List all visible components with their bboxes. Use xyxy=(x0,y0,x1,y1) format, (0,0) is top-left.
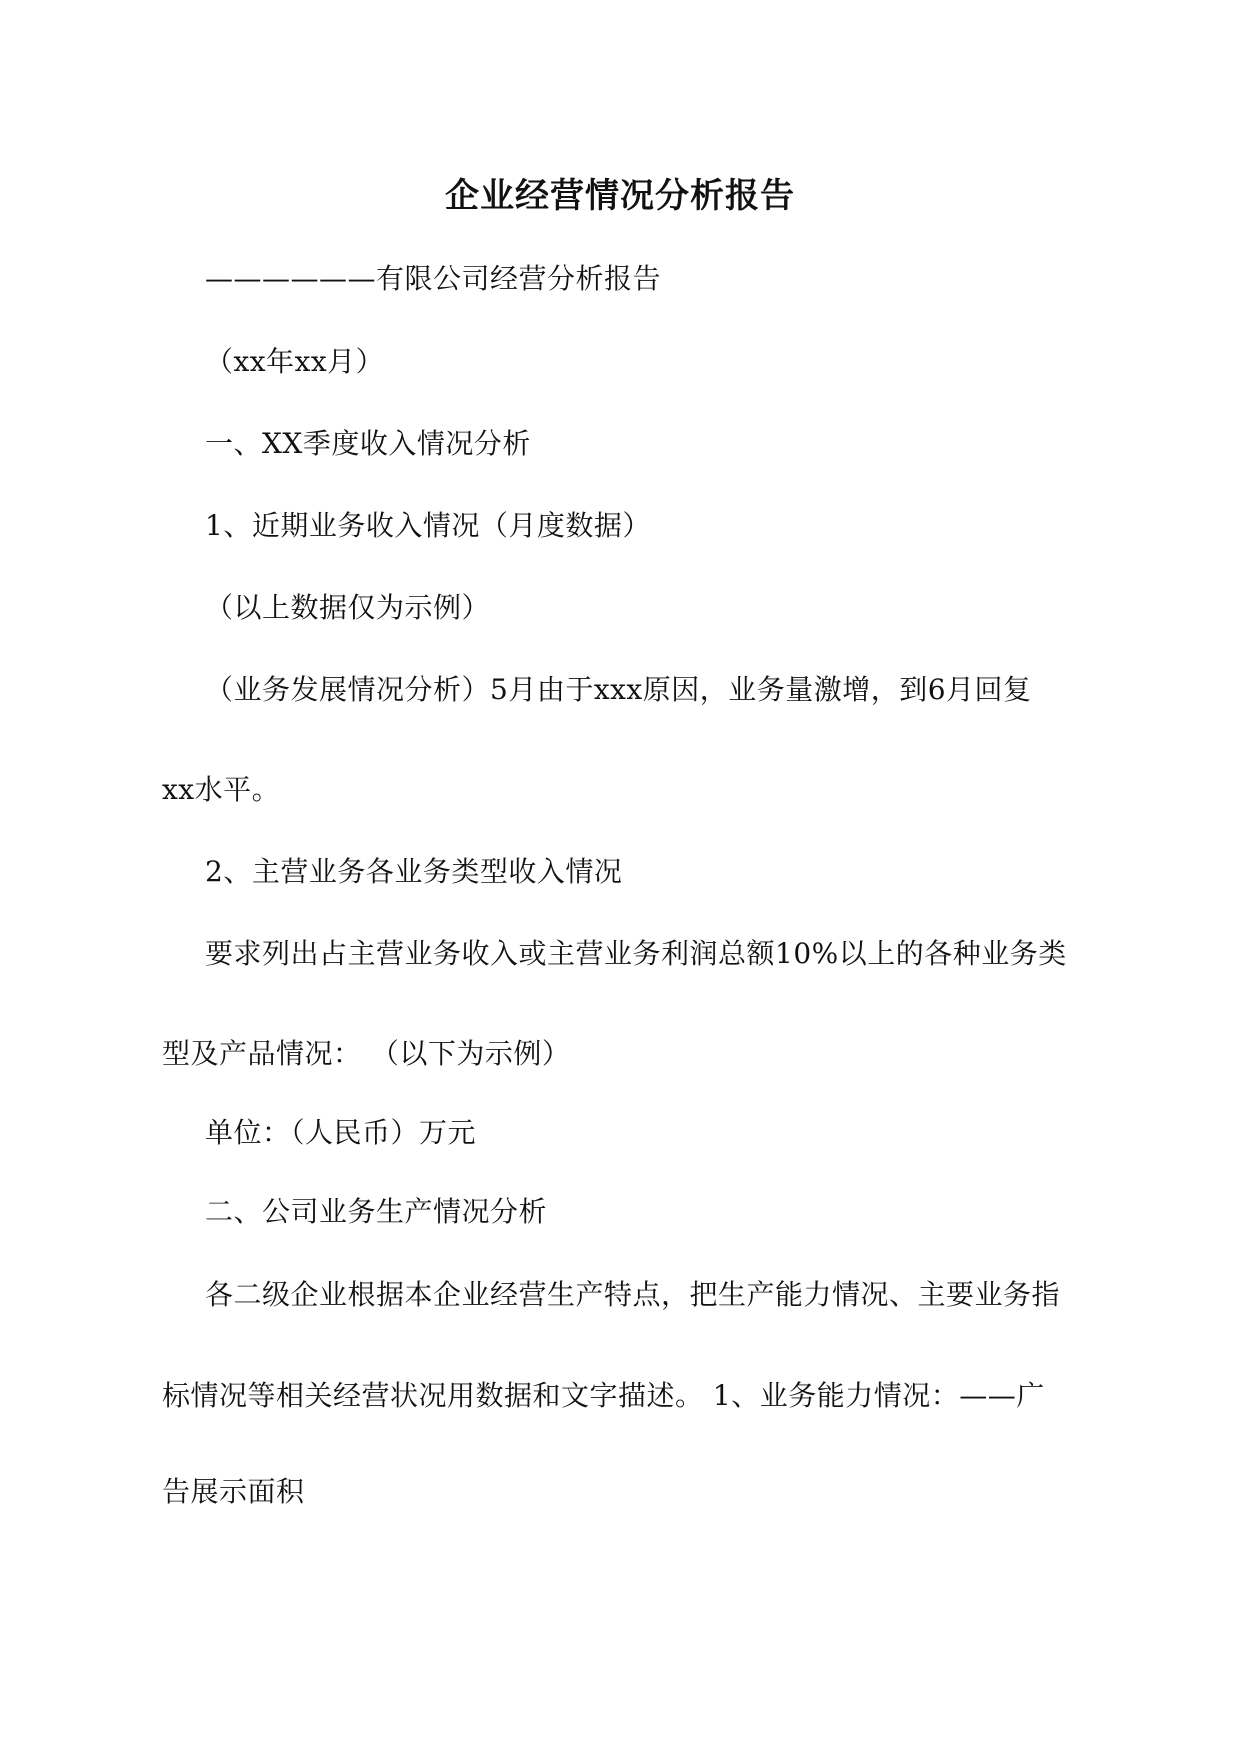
document-title: 企业经营情况分析报告 xyxy=(445,176,795,216)
paragraph-line: （业务发展情况分析）5月由于xxx原因，业务量激增，到6月回复 xyxy=(205,673,1032,706)
subsection-heading-1-1: 1、近期业务收入情况（月度数据） xyxy=(205,509,651,542)
paragraph-line: 各二级企业根据本企业经营生产特点，把生产能力情况、主要业务指 xyxy=(205,1278,1061,1311)
subtitle-company-report: ——————有限公司经营分析报告 xyxy=(205,262,662,295)
paragraph-line: 标情况等相关经营状况用数据和文字描述。 1、业务能力情况：——广 xyxy=(162,1379,1045,1412)
subsection-heading-1-2: 2、主营业务各业务类型收入情况 xyxy=(205,855,623,888)
unit-label: 单位：（人民币）万元 xyxy=(205,1116,477,1149)
section-heading-1: 一、XX季度收入情况分析 xyxy=(205,427,531,460)
paragraph-line: xx水平。 xyxy=(162,773,281,806)
paragraph-line: 型及产品情况： （以下为示例） xyxy=(162,1037,571,1070)
report-date: （xx年xx月） xyxy=(205,345,385,378)
example-note: （以上数据仅为示例） xyxy=(205,591,491,624)
paragraph-line: 要求列出占主营业务收入或主营业务利润总额10%以上的各种业务类 xyxy=(205,937,1067,970)
section-heading-2: 二、公司业务生产情况分析 xyxy=(205,1195,548,1228)
paragraph-line: 告展示面积 xyxy=(162,1475,305,1508)
